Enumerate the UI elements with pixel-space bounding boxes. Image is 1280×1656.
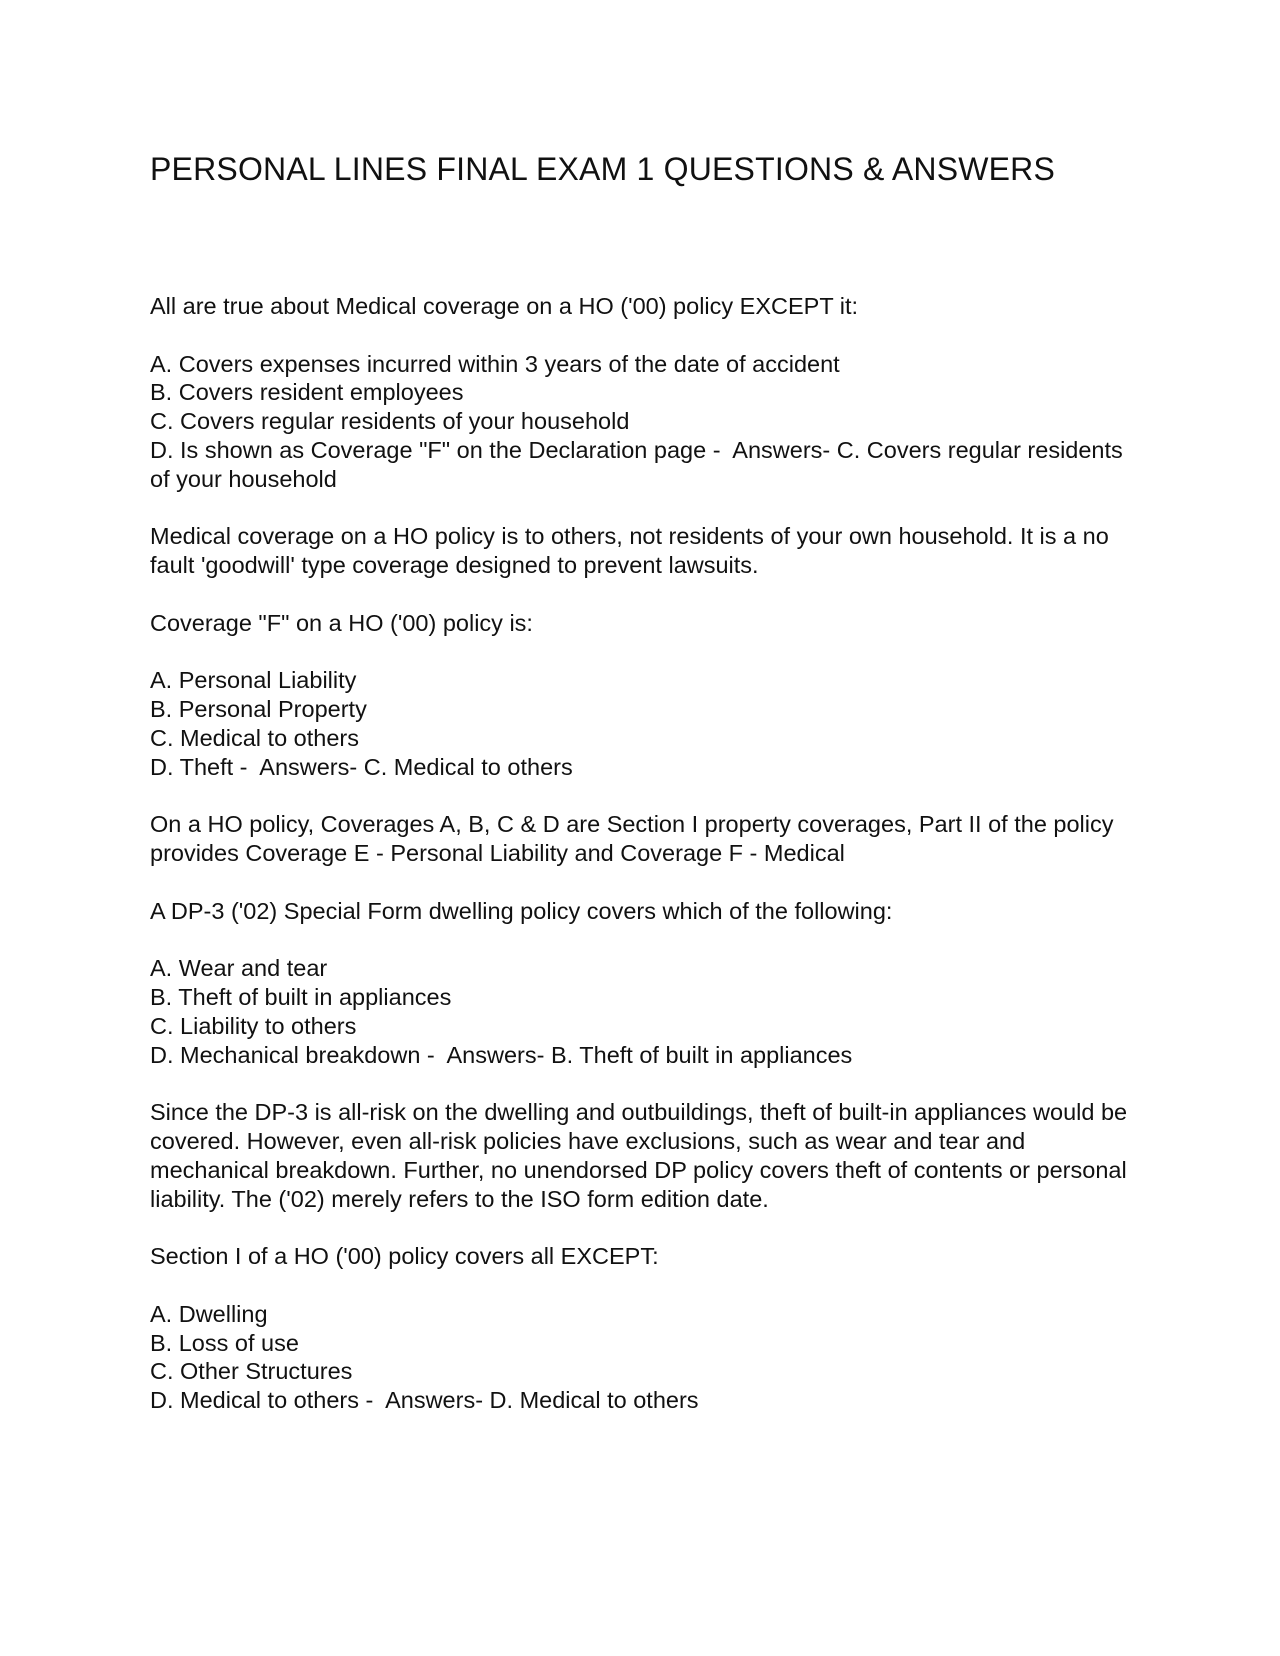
question-text: All are true about Medical coverage on a HO ('00) policy EXCEPT it: bbox=[150, 293, 859, 319]
question-block-1 bbox=[150, 292, 1130, 494]
explanation-text: On a HO policy, Coverages A, B, C & D are Section I property coverages, Part II of the policy provides Coverage E - Personal Liability and Coverage F - Medical bbox=[150, 811, 1121, 867]
explanation-3 bbox=[150, 1098, 1134, 1213]
question-text: A DP-3 ('02) Special Form dwelling policy covers which of the following: bbox=[150, 897, 893, 924]
answer-option: B. Loss of use bbox=[150, 1329, 299, 1356]
question-block-3 bbox=[150, 897, 1130, 1070]
answer-option-with-answer: D. Mechanical breakdown - Answers- B. Theft of built in appliances bbox=[150, 1041, 853, 1068]
explanation-text: Medical coverage on a HO policy is to others, not residents of your own household. It is a no fault 'goodwill' type coverage designed to prevent lawsuits. bbox=[150, 523, 1116, 579]
answer-option: B. Covers resident employees bbox=[150, 379, 464, 406]
explanation-text: Since the DP-3 is all-risk on the dwelling and outbuildings, theft of built-in appliances would be covered. However, even all-risk policies have exclusions, such as wear and tear and mechanical breakdown. Further, no unendorsed DP policy covers theft of contents or personal liability. The ('02) merely refers to the ISO form edition date. bbox=[150, 1099, 1134, 1212]
answer-option: A. Wear and tear bbox=[150, 955, 328, 982]
question-text: Section I of a HO ('00) policy covers all EXCEPT: bbox=[150, 1243, 659, 1270]
question-block-2 bbox=[150, 609, 1130, 782]
answer-option-with-answer: D. Medical to others - Answers- D. Medical to others bbox=[150, 1387, 699, 1414]
question-block-4 bbox=[150, 1242, 1130, 1415]
answer-option-with-answer: D. Is shown as Coverage "F" on the Declaration page - Answers- C. Covers regular residents of your household bbox=[150, 436, 1130, 492]
answer-option: C. Liability to others bbox=[150, 1012, 357, 1039]
question-text: Coverage "F" on a HO ('00) policy is: bbox=[150, 609, 533, 636]
answer-option: A. Covers expenses incurred within 3 years of the date of accident bbox=[150, 350, 840, 377]
answer-option: C. Medical to others bbox=[150, 724, 359, 751]
answer-option: B. Personal Property bbox=[150, 696, 367, 723]
document-body bbox=[150, 292, 1134, 1444]
explanation-1 bbox=[150, 522, 1130, 580]
answer-option: B. Theft of built in appliances bbox=[150, 984, 452, 1011]
answer-option: A. Dwelling bbox=[150, 1300, 268, 1327]
explanation-2 bbox=[150, 810, 1130, 868]
answer-option: C. Other Structures bbox=[150, 1358, 353, 1385]
answer-option: C. Covers regular residents of your household bbox=[150, 408, 630, 435]
answer-option-with-answer: D. Theft - Answers- C. Medical to others bbox=[150, 753, 573, 780]
answer-option: A. Personal Liability bbox=[150, 667, 357, 694]
page-title: PERSONAL LINES FINAL EXAM 1 QUESTIONS & ANSWERS bbox=[150, 151, 1056, 187]
